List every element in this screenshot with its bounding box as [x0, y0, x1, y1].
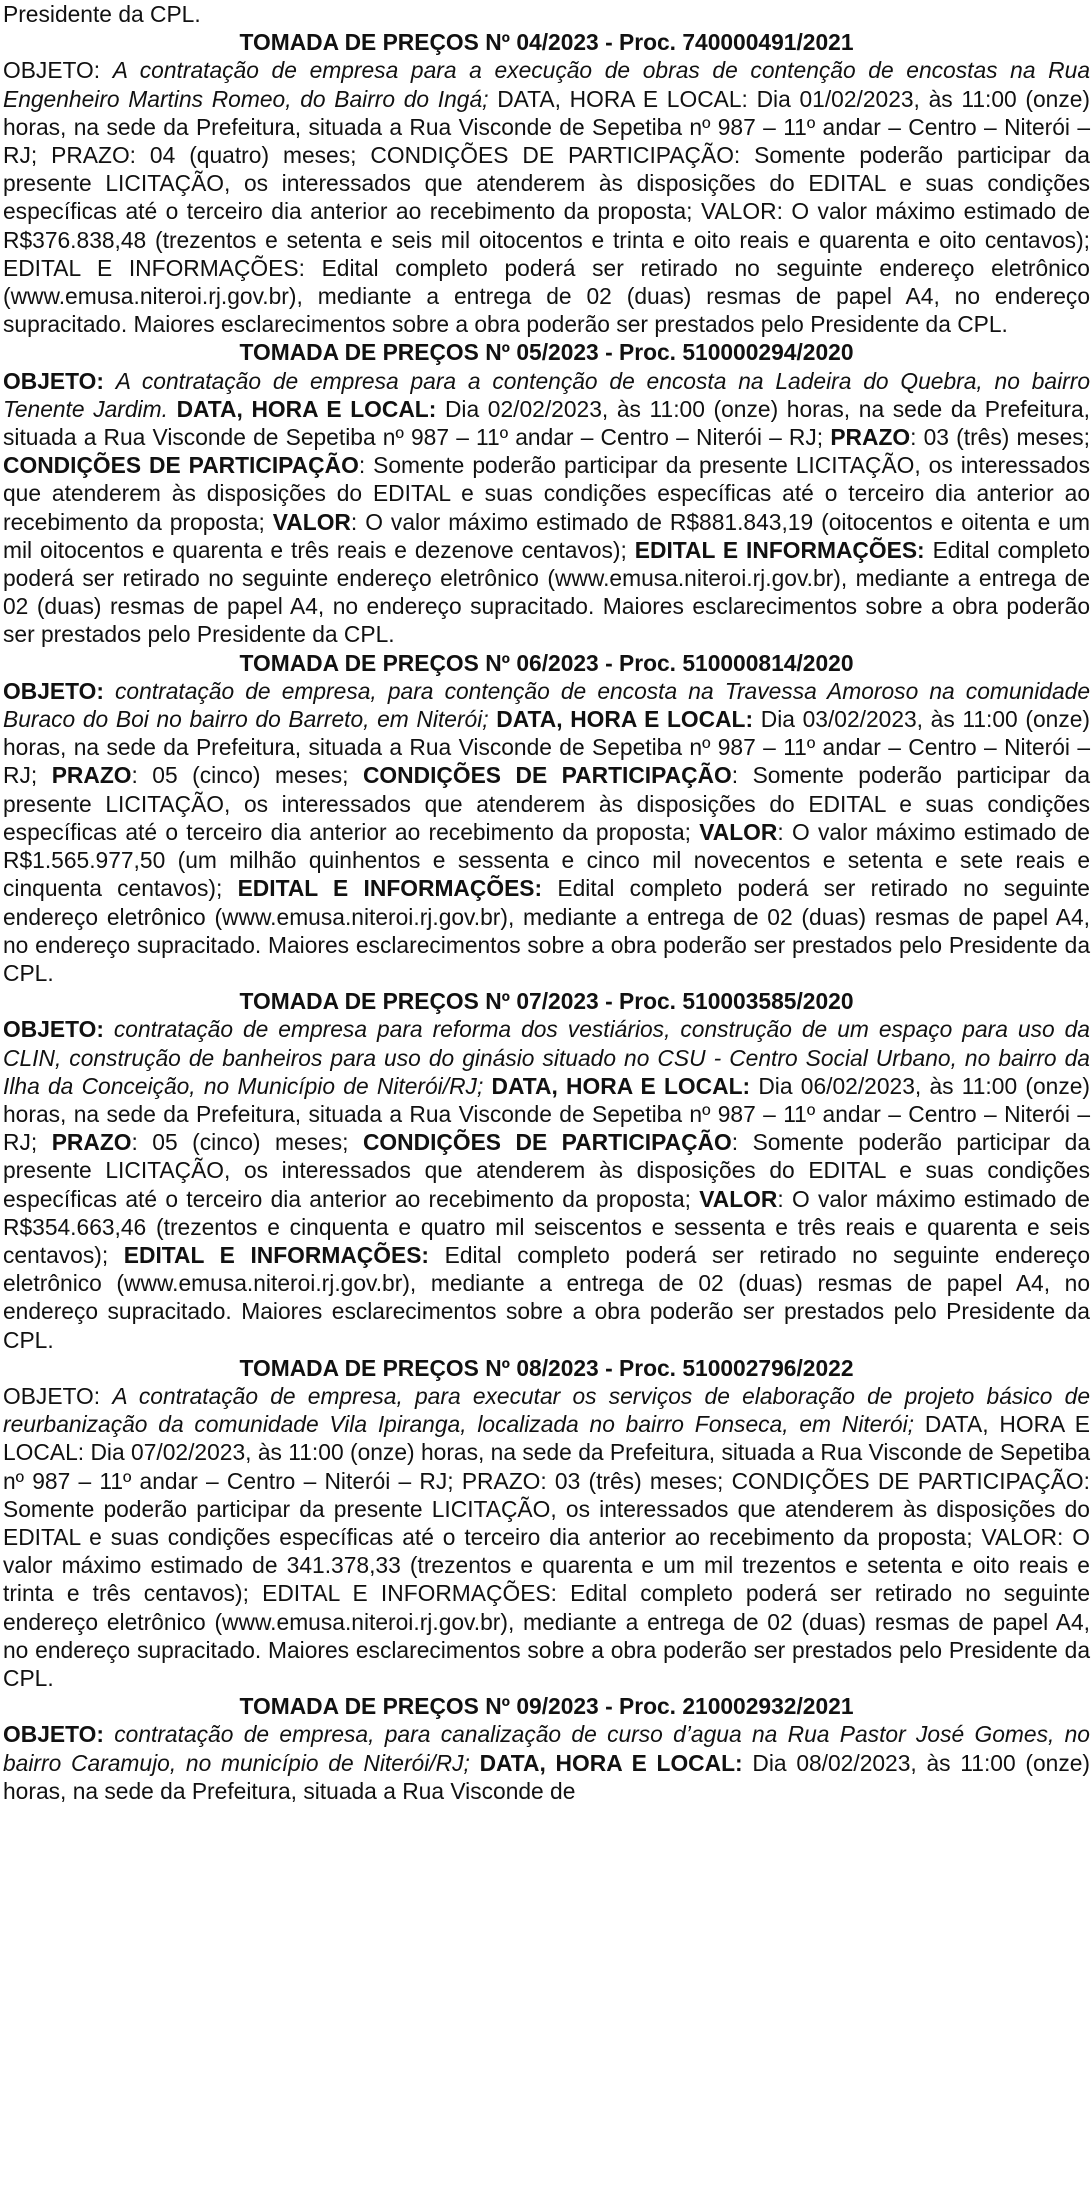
notice-objeto-label: OBJETO: [3, 367, 104, 394]
notice-prazo-text: : 05 (cinco) meses; [131, 1129, 349, 1156]
notice-objeto-label: OBJETO: [3, 1721, 104, 1748]
notice-prazo-label: PRAZO [830, 424, 911, 451]
notice-cond-label: CONDIÇÕES DE PARTICIPAÇÃO [370, 142, 734, 169]
notice-objeto-text: contratação de empresa para reforma dos vestiários, construção de um espaço para uso da CLIN, construção de banheiros para uso do ginásio situado no CSU - Centro Social Urbano, no bairro da Ilha da Conceição, no Município de Niterói/RJ; [3, 1016, 1090, 1099]
notice-valor-text: : O valor máximo estimado de R$354.663,46 (trezentos e cinquenta e quatro mil seiscentos e sessenta e três reais e quarenta e seis centavos); [3, 1185, 1090, 1268]
notice-heading: TOMADA DE PREÇOS Nº 04/2023 - Proc. 740000491/2021 [239, 29, 854, 56]
notice-valor-text: : O valor máximo estimado de R$376.838,48 (trezentos e setenta e seis mil oitocentos e trinta e oito reais e quarenta e oito centavos); [3, 198, 1090, 253]
notice-objeto-label: OBJETO: [3, 1382, 101, 1409]
notice-data-label: DATA, HORA E LOCAL: [497, 85, 748, 112]
notice-heading: TOMADA DE PREÇOS Nº 07/2023 - Proc. 510003585/2020 [239, 988, 854, 1015]
notice-cond-text: : Somente poderão participar da presente LICITAÇÃO, os interessados que atenderem às disposições do EDITAL e suas condições específicas até o terceiro dia anterior ao recebimento da proposta; [3, 452, 1090, 535]
notice-objeto-label: OBJETO: [3, 677, 104, 704]
notice-valor-text: : O valor máximo estimado de R$1.565.977,50 (um milhão quinhentos e sessenta e cinco mil novecentos e setenta e sete reais e cinquenta centavos); [3, 818, 1090, 902]
notice-data-label: DATA, HORA E LOCAL: [479, 1749, 743, 1776]
notice-data-text: Dia 06/02/2023, às 11:00 (onze) horas, na sede da Prefeitura, situada a Rua Visconde de Sepetiba nº 987 – 11º andar – Centro – Niterói – RJ; [3, 1072, 1090, 1156]
notice-data-label: DATA, HORA E LOCAL: [176, 395, 437, 422]
notices-list [3, 28, 1090, 1805]
notice-cond-label: CONDIÇÕES DE PARTICIPAÇÃO [3, 452, 359, 479]
notice-body [3, 1382, 1090, 1692]
notice-edital-text: Edital completo poderá ser retirado no seguinte endereço eletrônico (www.emusa.niteroi.rj.gov.br), mediante a entrega de 02 (duas) resmas de papel A4, no endereço supracitado. Maiores esclarecimentos sobre a obra poderão ser prestados pelo Presidente da CPL. [3, 1241, 1091, 1353]
notice-data-text: Dia 02/02/2023, às 11:00 (onze) horas, na sede da Prefeitura, situada a Rua Visconde de Sepetiba nº 987 – 11º andar – Centro – Niterói – RJ; [3, 395, 1090, 451]
notice-cond-label: CONDIÇÕES DE PARTICIPAÇÃO [362, 1129, 732, 1156]
notice-valor-label: VALOR [272, 508, 351, 535]
notice-edital-label: EDITAL E INFORMAÇÕES: [3, 254, 305, 281]
notice-prazo-text: : 04 (quatro) meses; [129, 142, 357, 169]
notice-valor-label: VALOR [700, 198, 777, 225]
notice-data-text: Dia 01/02/2023, às 11:00 (onze) horas, na sede da Prefeitura, situada a Rua Visconde de Sepetiba nº 987 – 11º andar – Centro – Niterói – RJ; [3, 85, 1090, 169]
notice-body [3, 677, 1090, 987]
notice-edital-label: EDITAL E INFORMAÇÕES: [262, 1580, 557, 1607]
notice-cond-label: CONDIÇÕES DE PARTICIPAÇÃO [731, 1467, 1084, 1494]
notice-valor-text: : O valor máximo estimado de R$881.843,19 (oitocentos e oitenta e um mil oitocentos e quarenta e três reais e dezenove centavos); [3, 508, 1090, 563]
notice-edital-text: Edital completo poderá ser retirado no seguinte endereço eletrônico (www.emusa.niteroi.rj.gov.br), mediante a entrega de 02 (duas) resmas de papel A4, no endereço supracitado. Maiores esclarecimentos sobre a obra poderão ser prestados pelo Presidente da CPL. [3, 254, 1090, 338]
notice-body [3, 367, 1090, 649]
notice-prazo-label: PRAZO [51, 142, 130, 169]
notice-objeto-text: A contratação de empresa, para executar os serviços de elaboração de projeto básico de reurbanização da comunidade Vila Ipiranga, localizada no bairro Fonseca, em Niterói; [3, 1382, 1090, 1438]
notice-data-text: Dia 07/02/2023, às 11:00 (onze) horas, na sede da Prefeitura, situada a Rua Visconde de Sepetiba nº 987 – 11º andar – Centro – Niterói – RJ; [3, 1439, 1090, 1494]
notice-edital-label: EDITAL E INFORMAÇÕES: [123, 1241, 430, 1268]
notice-prazo-label: PRAZO [51, 762, 132, 789]
notice-edital-text: Edital completo poderá ser retirado no seguinte endereço eletrônico (www.emusa.niteroi.rj.gov.br), mediante a entrega de 02 (duas) resmas de papel A4, no endereço supracitado. Maiores esclarecimentos sobre a obra poderão ser prestados pelo Presidente da CPL. [3, 1580, 1091, 1691]
notice-objeto-label: OBJETO: [3, 57, 101, 84]
intro-line: Presidente da CPL. [3, 1, 201, 27]
notice-objeto-text: A contratação de empresa para a contenção de encosta na Ladeira do Quebra, no bairro Tenente Jardim. [3, 367, 1090, 422]
notice-cond-text: : Somente poderão participar da presente LICITAÇÃO, os interessados que atenderem às disposições do EDITAL e suas condições específicas até o terceiro dia anterior ao recebimento da proposta; [3, 762, 1091, 845]
notice-heading: TOMADA DE PREÇOS Nº 06/2023 - Proc. 510000814/2020 [239, 649, 854, 676]
notice-body [3, 1015, 1090, 1353]
notice-cond-text: : Somente poderão participar da presente LICITAÇÃO, os interessados que atenderem às disposições do EDITAL e suas condições específicas até o terceiro dia anterior ao recebimento da proposta; [3, 1467, 1091, 1550]
notice-edital-label: EDITAL E INFORMAÇÕES: [634, 536, 925, 563]
notice-valor-text: : O valor máximo estimado de 341.378,33 (trezentos e quarenta e um mil trezentos e setenta e oito reais e trinta e três centavos); [3, 1523, 1090, 1607]
notice-data-text: Dia 03/02/2023, às 11:00 (onze) horas, na sede da Prefeitura, situada a Rua Visconde de Sepetiba nº 987 – 11º andar – Centro – Niterói – RJ; [3, 706, 1090, 789]
notice-prazo-label: PRAZO [461, 1467, 541, 1494]
notice-data-label: DATA, HORA E LOCAL: [3, 1411, 1090, 1466]
notice-heading: TOMADA DE PREÇOS Nº 05/2023 - Proc. 510000294/2020 [239, 339, 854, 366]
notice-data-label: DATA, HORA E LOCAL: [496, 706, 754, 733]
notice-cond-text: : Somente poderão participar da presente LICITAÇÃO, os interessados que atenderem às disposições do EDITAL e suas condições específicas até o terceiro dia anterior ao recebimento da proposta; [3, 1129, 1091, 1212]
notice-valor-label: VALOR [981, 1523, 1058, 1550]
notice-valor-label: VALOR [699, 1185, 778, 1212]
notice-heading: TOMADA DE PREÇOS Nº 08/2023 - Proc. 510002796/2022 [239, 1354, 854, 1381]
notice-edital-text: Edital completo poderá ser retirado no seguinte endereço eletrônico (www.emusa.niteroi.rj.gov.br), mediante a entrega de 02 (duas) resmas de papel A4, no endereço supracitado. Maiores esclarecimentos sobre a obra poderão ser prestados pelo Presidente da CPL. [3, 536, 1091, 648]
notice-cond-label: CONDIÇÕES DE PARTICIPAÇÃO [362, 762, 732, 789]
notice-prazo-label: PRAZO [51, 1129, 132, 1156]
notice-valor-label: VALOR [699, 818, 778, 845]
notice-body [3, 1720, 1090, 1805]
notice-prazo-text: : 03 (três) meses; [910, 424, 1090, 451]
notice-objeto-text: contratação de empresa, para canalização de curso d’agua na Rua Pastor José Gomes, no bairro Caramujo, no município de Niterói/RJ; [3, 1721, 1090, 1776]
notice-cond-text: : Somente poderão participar da presente LICITAÇÃO, os interessados que atenderem às disposições do EDITAL e suas condições específicas até o terceiro dia anterior ao recebimento da proposta; [3, 142, 1090, 225]
notice-data-label: DATA, HORA E LOCAL: [491, 1072, 751, 1099]
notice-heading: TOMADA DE PREÇOS Nº 09/2023 - Proc. 210002932/2021 [239, 1693, 854, 1720]
notice-prazo-text: : 03 (três) meses; [540, 1467, 724, 1494]
notice-body [3, 56, 1090, 338]
notice-data-text: Dia 08/02/2023, às 11:00 (onze) horas, na sede da Prefeitura, situada a Rua Visconde de [3, 1749, 1091, 1804]
notice-edital-label: EDITAL E INFORMAÇÕES: [237, 875, 543, 902]
notice-prazo-text: : 05 (cinco) meses; [131, 762, 349, 789]
notice-objeto-text: contratação de empresa, para contenção de encosta na Travessa Amoroso na comunidade Buraco do Boi no bairro do Barreto, em Niterói; [3, 677, 1090, 733]
notice-edital-text: Edital completo poderá ser retirado no seguinte endereço eletrônico (www.emusa.niteroi.rj.gov.br), mediante a entrega de 02 (duas) resmas de papel A4, no endereço supracitado. Maiores esclarecimentos sobre a obra poderão ser prestados pelo Presidente da CPL. [3, 875, 1090, 986]
notice-objeto-text: A contratação de empresa para a execução de obras de contenção de encostas na Rua Engenheiro Martins Romeo, do Bairro do Ingá; [3, 57, 1090, 112]
notice-objeto-label: OBJETO: [3, 1016, 104, 1043]
